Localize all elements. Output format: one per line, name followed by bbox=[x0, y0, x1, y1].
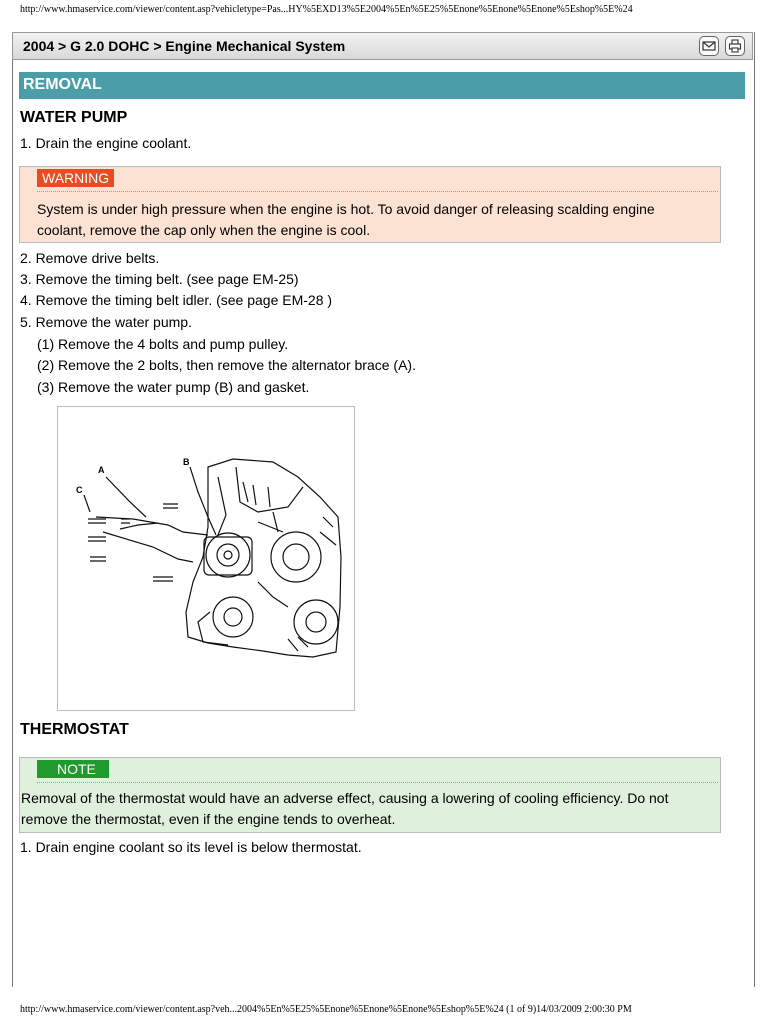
callout-c: C bbox=[76, 485, 83, 495]
email-icon bbox=[702, 39, 716, 53]
water-pump-substep-1: (1) Remove the 4 bolts and pump pulley. bbox=[37, 336, 289, 352]
page-url-footer: http://www.hmaservice.com/viewer/content.asp?veh...2004%5En%5E25%5Enone%5Enone%5Enone%5Eshop%5E%24 (1 of 9)14/03/2009 2:00:30 PM bbox=[20, 1004, 632, 1015]
water-pump-substep-2: (2) Remove the 2 bolts, then remove the alternator brace (A). bbox=[37, 357, 416, 373]
note-text-line-2: remove the thermostat, even if the engine tends to overheat. bbox=[21, 811, 396, 827]
note-text-line-1: Removal of the thermostat would have an adverse effect, causing a lowering of cooling efficiency. Do not bbox=[21, 790, 669, 806]
water-pump-step-1: 1. Drain the engine coolant. bbox=[20, 135, 192, 151]
note-divider bbox=[37, 782, 718, 783]
print-icon bbox=[728, 39, 742, 53]
print-button[interactable] bbox=[725, 36, 745, 56]
engine-diagram bbox=[58, 407, 354, 710]
section-title-bar bbox=[19, 72, 745, 99]
callout-a: A bbox=[98, 465, 105, 475]
breadcrumb-bar bbox=[12, 32, 753, 60]
water-pump-heading: WATER PUMP bbox=[20, 109, 128, 126]
water-pump-substep-3: (3) Remove the water pump (B) and gasket. bbox=[37, 379, 310, 395]
note-box bbox=[19, 757, 721, 833]
warning-text-line-2: coolant, remove the cap only when the engine is cool. bbox=[37, 222, 371, 238]
warning-box bbox=[19, 166, 721, 243]
page-url-header: http://www.hmaservice.com/viewer/content.asp?vehicletype=Pas...HY%5EXD13%5E2004%5En%5E25%5Enone%5Enone%5Enone%5Eshop%5E%24 bbox=[20, 4, 633, 15]
email-button[interactable] bbox=[699, 36, 719, 56]
note-label: NOTE bbox=[37, 760, 109, 778]
water-pump-step-5: 5. Remove the water pump. bbox=[20, 314, 192, 330]
thermostat-step-1: 1. Drain engine coolant so its level is below thermostat. bbox=[20, 839, 362, 855]
thermostat-heading: THERMOSTAT bbox=[20, 721, 129, 738]
warning-divider bbox=[37, 191, 718, 192]
breadcrumb: 2004 > G 2.0 DOHC > Engine Mechanical System bbox=[23, 38, 346, 54]
water-pump-step-3: 3. Remove the timing belt. (see page EM-25) bbox=[20, 271, 299, 287]
warning-label: WARNING bbox=[37, 169, 114, 187]
callout-b: B bbox=[183, 457, 190, 467]
water-pump-illustration bbox=[57, 406, 355, 711]
section-title: REMOVAL bbox=[23, 76, 102, 93]
warning-text-line-1: System is under high pressure when the engine is hot. To avoid danger of releasing scalding engine bbox=[37, 201, 655, 217]
water-pump-step-2: 2. Remove drive belts. bbox=[20, 250, 160, 266]
water-pump-step-4: 4. Remove the timing belt idler. (see page EM-28 ) bbox=[20, 292, 333, 308]
